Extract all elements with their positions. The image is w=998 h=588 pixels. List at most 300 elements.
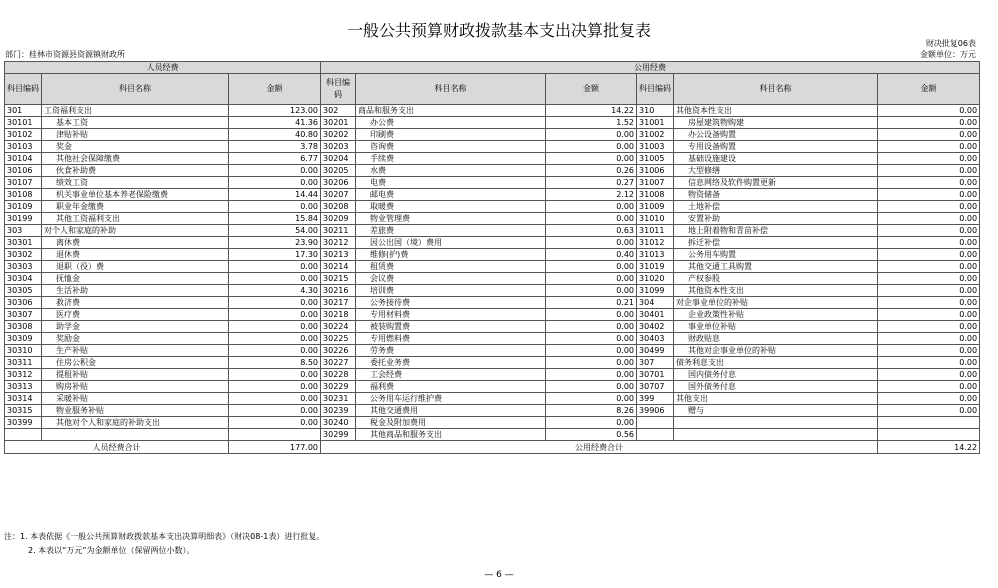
amount-cell: 0.00 (229, 417, 321, 429)
name-cell: 专用材料费 (356, 309, 546, 321)
name-cell: 其他资本性支出 (674, 105, 878, 117)
code-cell: 30102 (5, 129, 42, 141)
name-cell: 工会经费 (356, 369, 546, 381)
name-cell: 津贴补贴 (42, 129, 229, 141)
table-row (5, 381, 980, 393)
code-cell: 30225 (321, 333, 356, 345)
code-cell: 30226 (321, 345, 356, 357)
code-cell: 30304 (5, 273, 42, 285)
amount-cell: 123.00 (229, 105, 321, 117)
amount-cell: 17.30 (229, 249, 321, 261)
amount-cell: 15.84 (229, 213, 321, 225)
name-cell: 财政贴息 (674, 333, 878, 345)
name-cell: 拆迁补偿 (674, 237, 878, 249)
amount-cell: 0.00 (546, 417, 637, 429)
amount-cell: 0.00 (878, 237, 980, 249)
name-cell (674, 429, 878, 441)
code-cell: 30399 (5, 417, 42, 429)
table-row (5, 261, 980, 273)
amount-cell: 14.44 (229, 189, 321, 201)
amount-cell: 0.00 (878, 369, 980, 381)
total-public-label: 公用经费合计 (321, 441, 878, 454)
amount-cell: 0.00 (546, 393, 637, 405)
code-cell: 30239 (321, 405, 356, 417)
notes (4, 530, 324, 558)
amount-cell: 0.00 (229, 333, 321, 345)
total-row (5, 441, 980, 454)
name-cell: 绩效工资 (42, 177, 229, 189)
name-cell: 税金及附加费用 (356, 417, 546, 429)
amount-cell: 1.52 (546, 117, 637, 129)
col-name-header: 科目名称 (356, 74, 546, 105)
name-cell: 办公费 (356, 117, 546, 129)
amount-cell: 0.00 (229, 261, 321, 273)
name-cell: 助学金 (42, 321, 229, 333)
code-cell: 30199 (5, 213, 42, 225)
amount-cell: 0.00 (878, 225, 980, 237)
amount-cell (878, 417, 980, 429)
name-cell: 公务接待费 (356, 297, 546, 309)
amount-cell: 0.00 (546, 369, 637, 381)
code-cell: 30701 (637, 369, 674, 381)
amount-cell: 0.00 (229, 165, 321, 177)
code-cell: 30403 (637, 333, 674, 345)
name-cell: 住房公积金 (42, 357, 229, 369)
name-cell: 购房补贴 (42, 381, 229, 393)
code-cell: 30306 (5, 297, 42, 309)
name-cell: 事业单位补贴 (674, 321, 878, 333)
table-row (5, 117, 980, 129)
name-cell: 工资福利支出 (42, 105, 229, 117)
amount-cell: 0.00 (878, 201, 980, 213)
amount-cell: 0.00 (229, 177, 321, 189)
amount-cell (878, 429, 980, 441)
code-cell: 399 (637, 393, 674, 405)
col-amount-header: 金额 (546, 74, 637, 105)
name-cell: 企业政策性补贴 (674, 309, 878, 321)
code-cell: 31099 (637, 285, 674, 297)
name-cell: 职业年金缴费 (42, 201, 229, 213)
name-cell: 租赁费 (356, 261, 546, 273)
amount-cell: 0.00 (878, 273, 980, 285)
name-cell: 物资储备 (674, 189, 878, 201)
amount-cell: 0.00 (546, 129, 637, 141)
code-cell: 31009 (637, 201, 674, 213)
name-cell: 其他对个人和家庭的补助支出 (42, 417, 229, 429)
amount-cell: 0.00 (878, 345, 980, 357)
name-cell: 专用设备购置 (674, 141, 878, 153)
code-cell: 30108 (5, 189, 42, 201)
table-row (5, 249, 980, 261)
name-cell: 印刷费 (356, 129, 546, 141)
amount-cell: 0.00 (878, 177, 980, 189)
name-cell: 物业服务补贴 (42, 405, 229, 417)
table-row (5, 333, 980, 345)
name-cell: 安置补助 (674, 213, 878, 225)
amount-cell: 0.56 (546, 429, 637, 441)
table-row (5, 189, 980, 201)
code-cell: 30305 (5, 285, 42, 297)
total-personnel-value: 177.00 (229, 441, 321, 454)
table-row (5, 417, 980, 429)
code-cell: 30229 (321, 381, 356, 393)
name-cell: 房屋建筑物购建 (674, 117, 878, 129)
page-title: 一般公共预算财政拨款基本支出决算批复表 (346, 21, 651, 40)
code-cell: 31006 (637, 165, 674, 177)
table-row (5, 429, 980, 441)
code-cell: 30107 (5, 177, 42, 189)
amount-cell: 0.00 (878, 357, 980, 369)
amount-cell: 0.00 (878, 405, 980, 417)
table-row (5, 225, 980, 237)
code-cell: 30315 (5, 405, 42, 417)
table-body (5, 105, 980, 441)
code-cell: 30212 (321, 237, 356, 249)
name-cell: 产权参股 (674, 273, 878, 285)
amount-cell: 0.00 (878, 129, 980, 141)
code-cell: 31011 (637, 225, 674, 237)
amount-cell: 40.80 (229, 129, 321, 141)
code-cell: 31010 (637, 213, 674, 225)
name-cell: 因公出国（境）费用 (356, 237, 546, 249)
amount-cell: 4.30 (229, 285, 321, 297)
amount-cell: 0.00 (546, 381, 637, 393)
amount-cell: 0.00 (546, 333, 637, 345)
name-cell: 被装购置费 (356, 321, 546, 333)
name-cell: 救济费 (42, 297, 229, 309)
code-cell: 31003 (637, 141, 674, 153)
col-name-header: 科目名称 (42, 74, 229, 105)
code-cell: 31001 (637, 117, 674, 129)
code-cell: 30401 (637, 309, 674, 321)
code-cell: 30106 (5, 165, 42, 177)
name-cell: 其他支出 (674, 393, 878, 405)
amount-cell: 0.21 (546, 297, 637, 309)
col-code-header: 科目编码 (637, 74, 674, 105)
amount-cell: 0.00 (546, 321, 637, 333)
name-cell: 其他交通工具购置 (674, 261, 878, 273)
name-cell: 水费 (356, 165, 546, 177)
section-personnel: 人员经费 (5, 62, 321, 74)
name-cell: 手续费 (356, 153, 546, 165)
table-row (5, 237, 980, 249)
name-cell: 其他交通费用 (356, 405, 546, 417)
code-cell: 31002 (637, 129, 674, 141)
code-cell: 30203 (321, 141, 356, 153)
code-cell: 39906 (637, 405, 674, 417)
amount-cell: 0.00 (546, 141, 637, 153)
code-cell (637, 417, 674, 429)
name-cell: 抚恤金 (42, 273, 229, 285)
name-cell (42, 429, 229, 441)
amount-cell (229, 429, 321, 441)
code-cell: 30213 (321, 249, 356, 261)
name-cell: 商品和服务支出 (356, 105, 546, 117)
table-row (5, 213, 980, 225)
name-cell: 国内债务付息 (674, 369, 878, 381)
amount-cell: 0.00 (546, 237, 637, 249)
name-cell: 基本工资 (42, 117, 229, 129)
name-cell: 债务利息支出 (674, 357, 878, 369)
code-cell: 30227 (321, 357, 356, 369)
table-row (5, 309, 980, 321)
amount-cell: 0.00 (878, 117, 980, 129)
amount-cell: 0.00 (546, 213, 637, 225)
code-cell: 30707 (637, 381, 674, 393)
name-cell: 国外债务付息 (674, 381, 878, 393)
amount-cell: 0.00 (546, 357, 637, 369)
name-cell: 伙食补助费 (42, 165, 229, 177)
name-cell: 差旅费 (356, 225, 546, 237)
code-cell (5, 429, 42, 441)
table-row (5, 321, 980, 333)
amount-cell: 8.50 (229, 357, 321, 369)
code-cell: 30311 (5, 357, 42, 369)
code-cell: 30207 (321, 189, 356, 201)
table-row (5, 345, 980, 357)
name-cell: 信息网络及软件购置更新 (674, 177, 878, 189)
amount-cell: 0.00 (229, 201, 321, 213)
section-public: 公用经费 (321, 62, 980, 74)
name-cell: 委托业务费 (356, 357, 546, 369)
amount-cell: 0.00 (546, 153, 637, 165)
amount-cell: 0.00 (878, 285, 980, 297)
code-cell: 31007 (637, 177, 674, 189)
name-cell (674, 417, 878, 429)
name-cell: 办公设备购置 (674, 129, 878, 141)
table-row (5, 357, 980, 369)
name-cell: 咨询费 (356, 141, 546, 153)
amount-unit: 金额单位：万元 (920, 50, 976, 59)
name-cell: 赠与 (674, 405, 878, 417)
amount-cell: 0.00 (546, 285, 637, 297)
name-cell: 取暖费 (356, 201, 546, 213)
amount-cell: 0.00 (546, 201, 637, 213)
column-header-row (5, 74, 980, 105)
code-cell: 30313 (5, 381, 42, 393)
name-cell: 福利费 (356, 381, 546, 393)
code-cell: 307 (637, 357, 674, 369)
form-number: 财决批复06表 (925, 39, 976, 48)
amount-cell: 0.00 (229, 405, 321, 417)
col-code-header: 科目编码 (321, 74, 356, 105)
amount-cell: 0.00 (546, 273, 637, 285)
code-cell: 30240 (321, 417, 356, 429)
code-cell: 31005 (637, 153, 674, 165)
name-cell: 专用燃料费 (356, 333, 546, 345)
name-cell: 公务用车购置 (674, 249, 878, 261)
code-cell: 30307 (5, 309, 42, 321)
code-cell: 30216 (321, 285, 356, 297)
amount-cell: 0.00 (229, 273, 321, 285)
code-cell: 31012 (637, 237, 674, 249)
table-row (5, 177, 980, 189)
table-row (5, 405, 980, 417)
table-row (5, 105, 980, 117)
table-row (5, 369, 980, 381)
amount-cell: 8.26 (546, 405, 637, 417)
name-cell: 其他社会保障缴费 (42, 153, 229, 165)
amount-cell: 0.00 (546, 261, 637, 273)
amount-cell: 0.27 (546, 177, 637, 189)
amount-cell: 0.00 (546, 345, 637, 357)
code-cell: 30214 (321, 261, 356, 273)
name-cell: 奖励金 (42, 333, 229, 345)
name-cell: 提租补贴 (42, 369, 229, 381)
name-cell: 机关事业单位基本养老保险缴费 (42, 189, 229, 201)
total-personnel-label: 人员经费合计 (5, 441, 229, 454)
code-cell: 30310 (5, 345, 42, 357)
code-cell: 30218 (321, 309, 356, 321)
code-cell: 30109 (5, 201, 42, 213)
code-cell: 30402 (637, 321, 674, 333)
name-cell: 退休费 (42, 249, 229, 261)
code-cell: 30204 (321, 153, 356, 165)
code-cell: 30205 (321, 165, 356, 177)
code-cell: 30206 (321, 177, 356, 189)
code-cell: 304 (637, 297, 674, 309)
table-row (5, 297, 980, 309)
amount-cell: 0.00 (878, 381, 980, 393)
table-row (5, 141, 980, 153)
code-cell: 30101 (5, 117, 42, 129)
code-cell: 30104 (5, 153, 42, 165)
table-row (5, 129, 980, 141)
name-cell: 培训费 (356, 285, 546, 297)
name-cell: 电费 (356, 177, 546, 189)
col-code-header: 科目编码 (5, 74, 42, 105)
code-cell: 30301 (5, 237, 42, 249)
col-name-header: 科目名称 (674, 74, 878, 105)
col-amount-header: 金额 (878, 74, 980, 105)
table-row (5, 201, 980, 213)
code-cell: 302 (321, 105, 356, 117)
expenditure-table (4, 61, 980, 454)
amount-cell: 0.00 (229, 381, 321, 393)
amount-cell: 3.78 (229, 141, 321, 153)
code-cell: 30208 (321, 201, 356, 213)
table-row (5, 393, 980, 405)
name-cell: 维修(护)费 (356, 249, 546, 261)
code-cell: 30302 (5, 249, 42, 261)
name-cell: 土地补偿 (674, 201, 878, 213)
amount-cell: 0.26 (546, 165, 637, 177)
code-cell: 30314 (5, 393, 42, 405)
name-cell: 其他商品和服务支出 (356, 429, 546, 441)
code-cell: 30209 (321, 213, 356, 225)
code-cell: 31013 (637, 249, 674, 261)
name-cell: 采暖补贴 (42, 393, 229, 405)
amount-cell: 0.00 (229, 297, 321, 309)
code-cell: 301 (5, 105, 42, 117)
name-cell: 对企事业单位的补贴 (674, 297, 878, 309)
code-cell: 31008 (637, 189, 674, 201)
code-cell: 30201 (321, 117, 356, 129)
amount-cell: 0.00 (878, 165, 980, 177)
code-cell: 30211 (321, 225, 356, 237)
department-label: 部门：桂林市资源县资源镇财政所 (5, 50, 125, 59)
name-cell: 其他工资福利支出 (42, 213, 229, 225)
table-row (5, 165, 980, 177)
code-cell: 30228 (321, 369, 356, 381)
name-cell: 大型修缮 (674, 165, 878, 177)
amount-cell: 41.36 (229, 117, 321, 129)
amount-cell: 0.00 (546, 309, 637, 321)
amount-cell: 0.00 (229, 309, 321, 321)
name-cell: 离休费 (42, 237, 229, 249)
amount-cell: 0.00 (878, 249, 980, 261)
code-cell: 30303 (5, 261, 42, 273)
code-cell: 30308 (5, 321, 42, 333)
amount-cell: 0.00 (878, 141, 980, 153)
name-cell: 其他资本性支出 (674, 285, 878, 297)
code-cell: 31020 (637, 273, 674, 285)
amount-cell: 23.90 (229, 237, 321, 249)
amount-cell: 0.00 (878, 189, 980, 201)
amount-cell: 0.00 (878, 321, 980, 333)
amount-cell: 2.12 (546, 189, 637, 201)
code-cell: 31019 (637, 261, 674, 273)
name-cell: 生产补贴 (42, 345, 229, 357)
amount-cell: 0.00 (878, 261, 980, 273)
section-header-row (5, 62, 980, 74)
note-2: 2. 本表以“万元”为金额单位（保留两位小数）。 (28, 546, 195, 555)
name-cell: 会议费 (356, 273, 546, 285)
note-1: 注：1. 本表依据《一般公共预算财政拨款基本支出决算明细表》（财决08-1表）进行批复。 (4, 532, 325, 541)
table-row (5, 153, 980, 165)
name-cell: 邮电费 (356, 189, 546, 201)
code-cell: 30224 (321, 321, 356, 333)
amount-cell: 0.00 (878, 393, 980, 405)
code-cell: 30103 (5, 141, 42, 153)
page-number: — 6 — (484, 570, 514, 580)
code-cell: 30299 (321, 429, 356, 441)
amount-cell: 0.00 (878, 105, 980, 117)
amount-cell: 0.00 (878, 213, 980, 225)
name-cell: 劳务费 (356, 345, 546, 357)
name-cell: 退职（役）费 (42, 261, 229, 273)
amount-cell: 0.40 (546, 249, 637, 261)
code-cell: 303 (5, 225, 42, 237)
total-public-value: 14.22 (878, 441, 980, 454)
amount-cell: 0.00 (229, 369, 321, 381)
name-cell: 生活补助 (42, 285, 229, 297)
name-cell: 基础设施建设 (674, 153, 878, 165)
name-cell: 物业管理费 (356, 213, 546, 225)
code-cell: 30217 (321, 297, 356, 309)
table-row (5, 273, 980, 285)
code-cell: 30231 (321, 393, 356, 405)
name-cell: 公务用车运行维护费 (356, 393, 546, 405)
amount-cell: 0.00 (878, 297, 980, 309)
amount-cell: 0.00 (878, 153, 980, 165)
code-cell: 30309 (5, 333, 42, 345)
name-cell: 地上附着物和青苗补偿 (674, 225, 878, 237)
amount-cell: 0.00 (229, 321, 321, 333)
name-cell: 对个人和家庭的补助 (42, 225, 229, 237)
name-cell: 医疗费 (42, 309, 229, 321)
name-cell: 其他对企事业单位的补贴 (674, 345, 878, 357)
code-cell: 30215 (321, 273, 356, 285)
name-cell: 奖金 (42, 141, 229, 153)
table-row (5, 285, 980, 297)
code-cell: 30202 (321, 129, 356, 141)
amount-cell: 6.77 (229, 153, 321, 165)
code-cell: 30312 (5, 369, 42, 381)
amount-cell: 0.00 (229, 345, 321, 357)
code-cell (637, 429, 674, 441)
amount-cell: 0.63 (546, 225, 637, 237)
